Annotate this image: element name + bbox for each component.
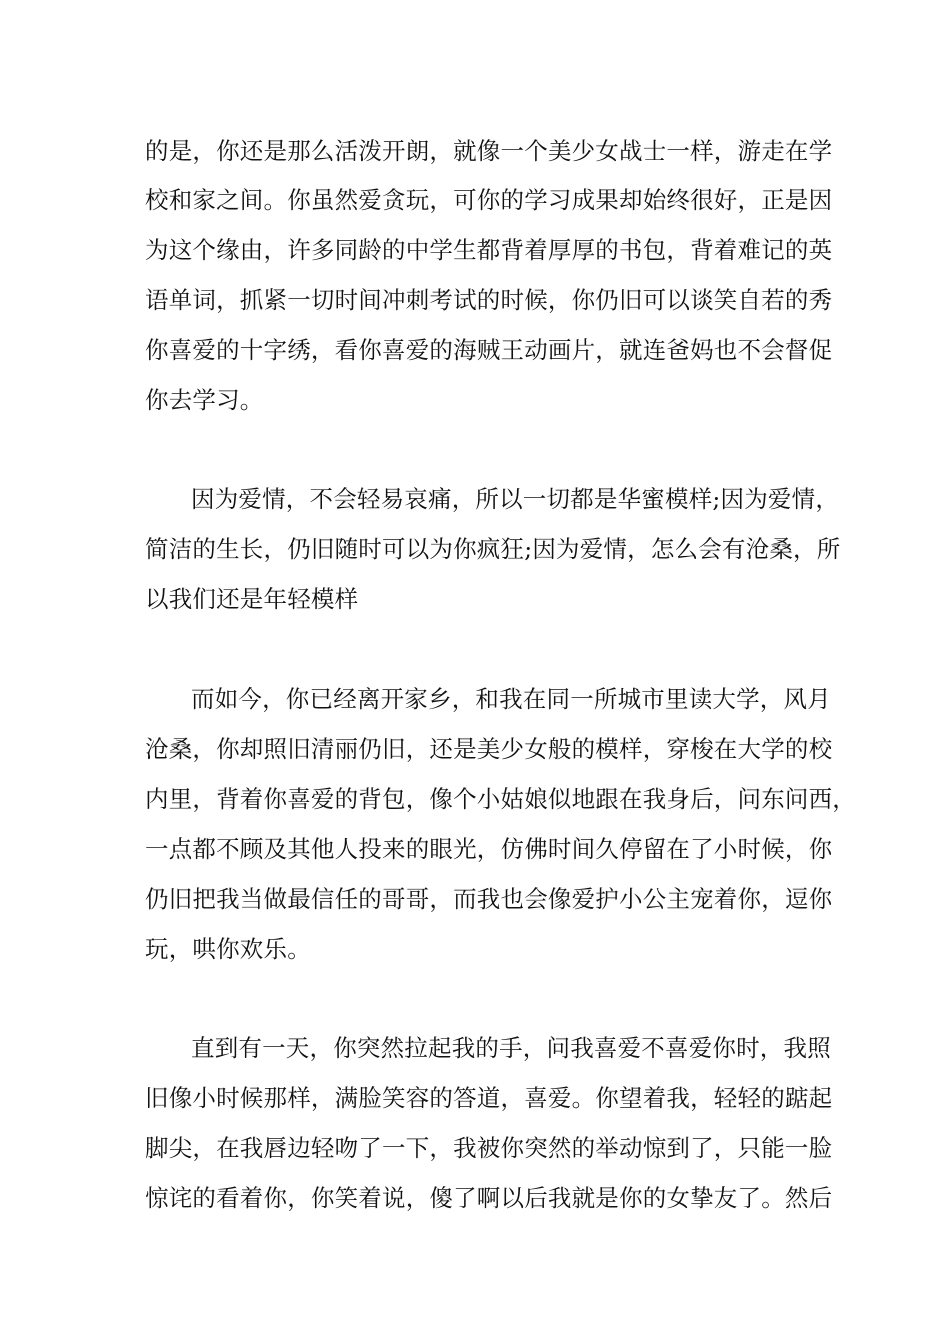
text-line: 你去学习。 — [145, 386, 264, 414]
text-line: 的是，你还是那么活泼开朗，就像一个美少女战士一样，游走在学 — [145, 137, 833, 165]
text-line: 语单词，抓紧一切时间冲刺考试的时候，你仍旧可以谈笑自若的秀 — [145, 286, 833, 314]
text-line: 为这个缘由，许多同龄的中学生都背着厚厚的书包，背着难记的英 — [145, 236, 833, 264]
text-line: 以我们还是年轻模样 — [145, 585, 359, 613]
text-line: 玩，哄你欢乐。 — [145, 935, 311, 963]
text-line: 脚尖，在我唇边轻吻了一下，我被你突然的举动惊到了，只能一脸 — [145, 1134, 833, 1162]
text-line: 简洁的生长，仍旧随时可以为你疯狂;因为爱情，怎么会有沧桑，所 — [145, 535, 841, 563]
text-line: 因为爱情，不会轻易哀痛，所以一切都是华蜜模样;因为爱情， — [191, 485, 840, 513]
text-line: 直到有一天，你突然拉起我的手，问我喜爱不喜爱你时，我照 — [191, 1034, 831, 1062]
text-line: 仍旧把我当做最信任的哥哥，而我也会像爱护小公主宠着你，逗你 — [145, 885, 833, 913]
text-line: 而如今，你已经离开家乡，和我在同一所城市里读大学，风月 — [191, 685, 831, 713]
text-line: 沧桑，你却照旧清丽仍旧，还是美少女般的模样，穿梭在大学的校 — [145, 735, 833, 763]
text-line: 一点都不顾及其他人投来的眼光，仿佛时间久停留在了小时候，你 — [145, 835, 833, 863]
text-line: 你喜爱的十字绣，看你喜爱的海贼王动画片，就连爸妈也不会督促 — [145, 336, 833, 364]
text-line: 内里，背着你喜爱的背包，像个小姑娘似地跟在我身后，问东问西， — [145, 785, 856, 813]
text-line: 旧像小时候那样，满脸笑容的答道，喜爱。你望着我，轻轻的踮起 — [145, 1084, 833, 1112]
text-line: 惊诧的看着你，你笑着说，傻了啊以后我就是你的女挚友了。然后 — [145, 1184, 833, 1212]
text-line: 校和家之间。你虽然爱贪玩，可你的学习成果却始终很好，正是因 — [145, 186, 833, 214]
